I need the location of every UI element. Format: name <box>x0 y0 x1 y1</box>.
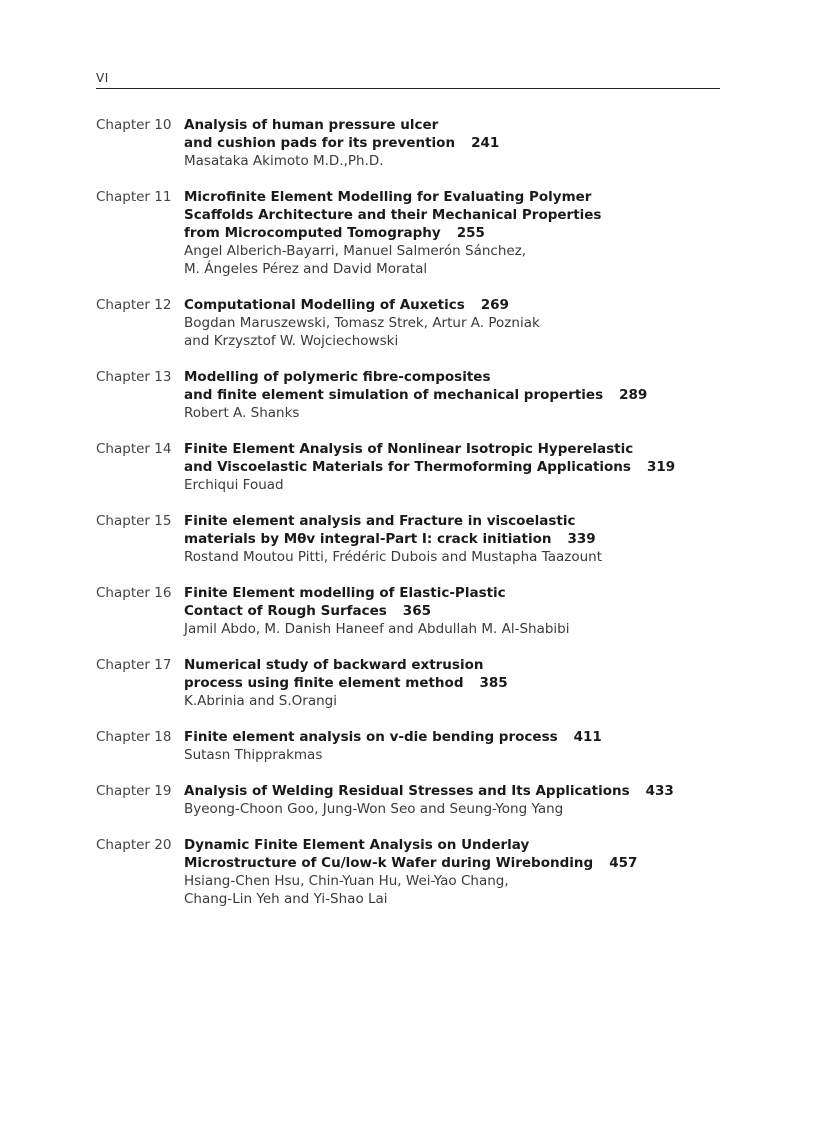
page-reference: 289 <box>619 387 648 403</box>
chapter-title-text: Finite element analysis and Fracture in viscoelastic <box>184 513 576 529</box>
chapter-title-line <box>184 458 736 476</box>
chapter-title-line <box>184 530 736 548</box>
author-line: Angel Alberich-Bayarri, Manuel Salmerón Sánchez, <box>184 243 527 259</box>
toc-entry <box>96 368 736 422</box>
entry-body <box>184 584 736 638</box>
chapter-title-text: Analysis of Welding Residual Stresses and Its Applications <box>184 783 630 799</box>
chapter-title-text: Finite Element Analysis of Nonlinear Isotropic Hyperelastic <box>184 441 634 457</box>
chapter-label: Chapter 10 <box>96 117 172 133</box>
chapter-title-line <box>184 386 736 404</box>
toc-entry <box>96 296 736 350</box>
page-reference: 241 <box>471 135 500 151</box>
chapter-label: Chapter 20 <box>96 837 172 853</box>
chapter-label: Chapter 13 <box>96 369 172 385</box>
page-reference: 255 <box>456 225 485 241</box>
chapter-title-text: and cushion pads for its prevention <box>184 135 456 151</box>
page-reference: 269 <box>480 297 509 313</box>
chapter-label: Chapter 11 <box>96 189 172 205</box>
author-line: Masataka Akimoto M.D.,Ph.D. <box>184 153 384 169</box>
chapter-title-text: from Microcomputed Tomography <box>184 225 441 241</box>
page-reference: 319 <box>646 459 676 475</box>
chapter-title-text: Modelling of polymeric fibre-composites <box>184 369 491 385</box>
chapter-title-text: Microfinite Element Modelling for Evaluating Polymer <box>184 189 592 205</box>
chapter-title-text: materials by Mθv integral-Part I: crack initiation <box>184 531 552 547</box>
chapter-title-line <box>184 188 736 206</box>
toc-entry <box>96 782 736 818</box>
page-reference: 339 <box>567 531 596 547</box>
author-line: Robert A. Shanks <box>184 405 300 421</box>
toc-entry <box>96 656 736 710</box>
chapter-title-text: Finite Element modelling of Elastic-Plastic <box>184 585 506 601</box>
entry-body <box>184 440 736 494</box>
page-header <box>96 70 720 89</box>
chapter-title-line <box>184 656 736 674</box>
entry-body <box>184 836 736 908</box>
chapter-title-text: Dynamic Finite Element Analysis on Underlay <box>184 837 530 853</box>
page-number: VI <box>96 71 109 85</box>
entry-body <box>184 656 736 710</box>
author-line: Chang-Lin Yeh and Yi-Shao Lai <box>184 891 388 907</box>
chapter-title-line <box>184 584 736 602</box>
entry-body <box>184 188 736 278</box>
chapter-title-text: Finite element analysis on v-die bending process <box>184 729 558 745</box>
chapter-title-text: Computational Modelling of Auxetics <box>184 297 465 313</box>
chapter-title-line <box>184 854 736 872</box>
chapter-title-line <box>184 296 736 314</box>
page-reference: 433 <box>645 783 674 799</box>
author-line: Rostand Moutou Pitti, Frédéric Dubois and Mustapha Taazount <box>184 549 603 565</box>
chapter-title-line <box>184 728 736 746</box>
toc-entry <box>96 836 736 908</box>
chapter-label: Chapter 15 <box>96 513 172 529</box>
chapter-title-line <box>184 134 736 152</box>
entry-body <box>184 782 736 818</box>
table-of-contents <box>96 116 736 908</box>
chapter-title-line <box>184 512 736 530</box>
chapter-title-line <box>184 602 736 620</box>
page-reference: 457 <box>609 855 638 871</box>
author-line: Hsiang-Chen Hsu, Chin-Yuan Hu, Wei-Yao Chang, <box>184 873 509 889</box>
chapter-title-text: Microstructure of Cu/low-k Wafer during Wirebonding <box>184 855 594 871</box>
page-reference: 385 <box>479 675 508 691</box>
chapter-title-line <box>184 116 736 134</box>
chapter-title-text: Numerical study of backward extrusion <box>184 657 484 673</box>
chapter-title-text: Contact of Rough Surfaces <box>184 603 387 619</box>
entry-body <box>184 296 736 350</box>
author-line: and Krzysztof W. Wojciechowski <box>184 333 399 349</box>
chapter-label: Chapter 14 <box>96 441 172 457</box>
chapter-label: Chapter 16 <box>96 585 172 601</box>
chapter-title-line <box>184 440 736 458</box>
chapter-title-text: process using finite element method <box>184 675 464 691</box>
page-reference: 411 <box>573 729 602 745</box>
chapter-title-text: Analysis of human pressure ulcer <box>184 117 439 133</box>
chapter-label: Chapter 18 <box>96 729 172 745</box>
chapter-title-line <box>184 836 736 854</box>
toc-entry <box>96 584 736 638</box>
chapter-title-text: and Viscoelastic Materials for Thermoforming Applications <box>184 459 631 475</box>
author-line: M. Ángeles Pérez and David Moratal <box>184 261 428 277</box>
chapter-title-line <box>184 782 736 800</box>
chapter-title-text: and finite element simulation of mechanical properties <box>184 387 604 403</box>
chapter-label: Chapter 12 <box>96 297 172 313</box>
page-reference: 365 <box>402 603 431 619</box>
chapter-title-line <box>184 368 736 386</box>
chapter-label: Chapter 17 <box>96 657 172 673</box>
author-line: Byeong-Choon Goo, Jung-Won Seo and Seung-Yong Yang <box>184 801 564 817</box>
toc-entry <box>96 440 736 494</box>
author-line: Sutasn Thipprakmas <box>184 747 323 763</box>
author-line: Erchiqui Fouad <box>184 477 284 493</box>
entry-body <box>184 512 736 566</box>
chapter-title-line <box>184 224 736 242</box>
entry-body <box>184 728 736 764</box>
author-line: Bogdan Maruszewski, Tomasz Strek, Artur A. Pozniak <box>184 315 540 331</box>
toc-entry <box>96 188 736 278</box>
toc-entry <box>96 728 736 764</box>
toc-entry <box>96 512 736 566</box>
entry-body <box>184 368 736 422</box>
chapter-title-line <box>184 206 736 224</box>
toc-entry <box>96 116 736 170</box>
author-line: K.Abrinia and S.Orangi <box>184 693 337 709</box>
chapter-title-line <box>184 674 736 692</box>
chapter-label: Chapter 19 <box>96 783 172 799</box>
author-line: Jamil Abdo, M. Danish Haneef and Abdullah M. Al-Shabibi <box>184 621 570 637</box>
entry-body <box>184 116 736 170</box>
chapter-title-text: Scaffolds Architecture and their Mechanical Properties <box>184 207 602 223</box>
